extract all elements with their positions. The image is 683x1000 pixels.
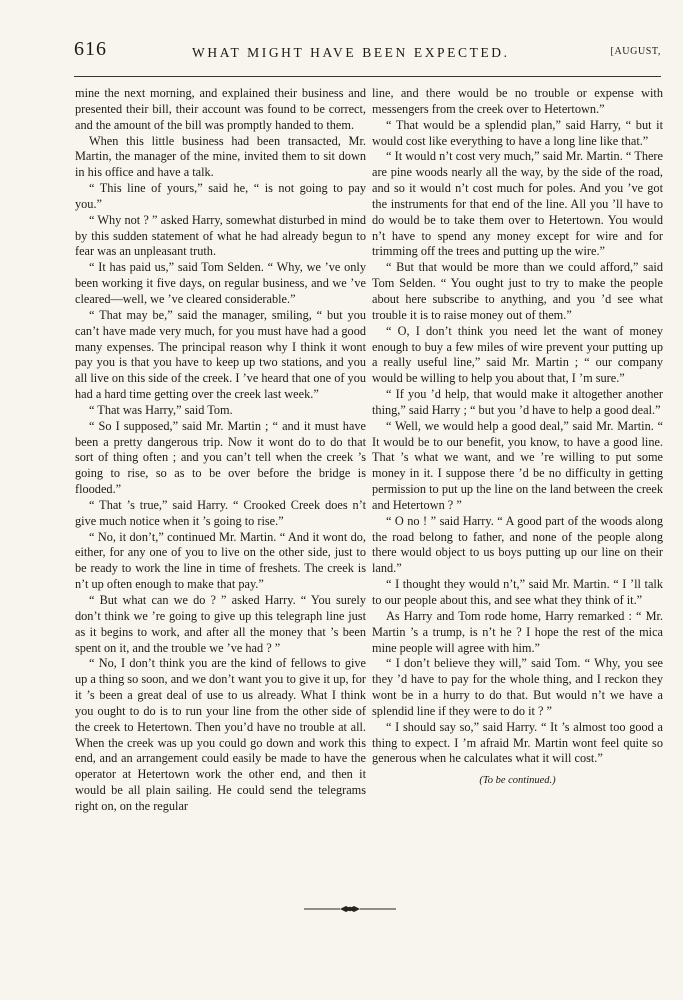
page-number: 616: [74, 38, 107, 60]
paragraph: When this little business had been transacted, Mr. Martin, the manager of the mine, invited them to sit down in his office and have a talk.: [75, 133, 366, 180]
paragraph: mine the next morning, and explained their business and presented their bill, their account was found to be correct, and the amount of the bill was promptly handed to them.: [75, 86, 366, 132]
left-column: [75, 86, 366, 815]
paragraph: “ I thought they would n’t,” said Mr. Martin. “ I ’ll talk to our people about this, and see what they think of it.”: [372, 577, 663, 607]
paragraph: “ Well, we would help a good deal,” said Mr. Martin. “ It would be to our benefit, you know, to have a good line. That ’s what we want, and we ’re willing to put some money in it. I suppose there ’d be no difficulty in getting permission to put up the line on the land between the creek and Hetertown ? ”: [372, 418, 663, 512]
paragraph: “ This line of yours,” said he, “ is not going to pay you.”: [75, 181, 366, 211]
paragraph: “ I should say so,” said Harry. “ It ’s almost too good a thing to expect. I ’m afraid Mr. Martin wont feel quite so generous when he calculates what it will cost.”: [372, 719, 663, 766]
paragraph: “ O no ! ” said Harry. “ A good part of the woods along the road belong to father, and none of the people along there would object to us boys putting up our line on their land.”: [372, 513, 663, 576]
paragraph: “ It has paid us,” said Tom Selden. “ Why, we ’ve only been working it five days, on regular business, and we ’ve cleared—well, we ’ve cleared considerable.”: [75, 260, 366, 306]
paragraph: “ That ’s true,” said Harry. “ Crooked Creek does n’t give much notice when it ’s going to rise.”: [75, 497, 366, 528]
running-month: [AUGUST,: [610, 46, 661, 57]
paragraph: As Harry and Tom rode home, Harry remarked : “ Mr. Martin ’s a trump, is n’t he ? I hope the rest of the mica mine people will agree with him.”: [372, 608, 663, 655]
paragraph: “ But what can we do ? ” asked Harry. “ You surely don’t think we ’re going to give up this telegraph line just as it begins to work, and after all the money that ’s been spent on it, and the trouble we ’ve had ? ”: [75, 593, 366, 655]
paragraph: “ That may be,” said the manager, smiling, “ but you can’t have made very much, for you must have had a good many expenses. The principal reason why I think it wont pay you is that you have to keep up two stations, and you all live on this side of the creek. I ’ve heard that one of you had a hard time getting over the creek last week.”: [75, 307, 366, 402]
paragraph: “ I don’t believe they will,” said Tom. “ Why, you see they ’d have to pay for the whole thing, and I reckon they wont be in a hurry to do that. But would n’t we have a splendid line if they were to do it ? ”: [372, 656, 663, 718]
paragraph: line, and there would be no trouble or expense with messengers from the creek over to Hetertown.”: [372, 86, 663, 116]
end-ornament: [304, 904, 396, 914]
running-header: [74, 36, 661, 77]
paragraph: “ That would be a splendid plan,” said Harry, “ but it would cost like everything to have a long line like that.”: [372, 117, 663, 148]
running-title: WHAT MIGHT HAVE BEEN EXPECTED.: [192, 45, 510, 60]
paragraph: “ So I supposed,” said Mr. Martin ; “ and it must have been a pretty dangerous trip. Now it wont do to do that sort of thing often ; and you can’t tell when the creek ’s going to rise, so as to be over before the bridge is flooded.”: [75, 418, 366, 497]
paragraph: “ But that would be more than we could afford,” said Tom Selden. “ You ought just to try to make the people about here subscribe to anything, and you ’d see what trouble it is to raise money out of them.”: [372, 260, 663, 322]
right-column: [372, 86, 663, 789]
paragraph: “ If you ’d help, that would make it altogether another thing,” said Harry ; “ but you ’d have to help a good deal.”: [372, 387, 663, 417]
paragraph: “ It would n’t cost very much,” said Mr. Martin. “ There are pine woods nearly all the way, by the side of the road, and so it would n’t cost much for poles. And you ’ve got the instruments for that end of the line. All you ’ll have to do would be to take them over to Hetertown. You would n’t have to spend any money except for wire and for trimming off the trees and putting up the wire.”: [372, 149, 663, 259]
paragraph: “ No, I don’t think you are the kind of fellows to give up a thing so soon, and we don’t want you to give it up, for it ’s been a great deal of use to us already. What I think you ought to do is to run your line from the other side of the creek to Hetertown. Then you’d have no trouble at all. When the creek was up you could go down and work this end, and an arrangement could easily be made to have the operator at Hetertown work the other end, and then it would be all plain sailing. He could send the telegrams right on, on the regular: [75, 656, 366, 813]
paragraph: “ That was Harry,” said Tom.: [89, 402, 233, 417]
to-be-continued-note: (To be continued.): [479, 775, 556, 787]
paragraph: “ O, I don’t think you need let the want of money enough to buy a few miles of wire prevent your putting up a really useful line,” said Mr. Martin ; “ our company would be willing to help you about that, I ’m sure.”: [372, 323, 663, 386]
paragraph: “ Why not ? ” asked Harry, somewhat disturbed in mind by this sudden statement of what he had already begun to fear was an unpleasant truth.: [75, 212, 366, 259]
paragraph: “ No, it don’t,” continued Mr. Martin. “ And it wont do, either, for any one of you to live on the other side, just to be ready to work the line in time of freshets. The creek is n’t up often enough to make that pay.”: [75, 529, 366, 592]
